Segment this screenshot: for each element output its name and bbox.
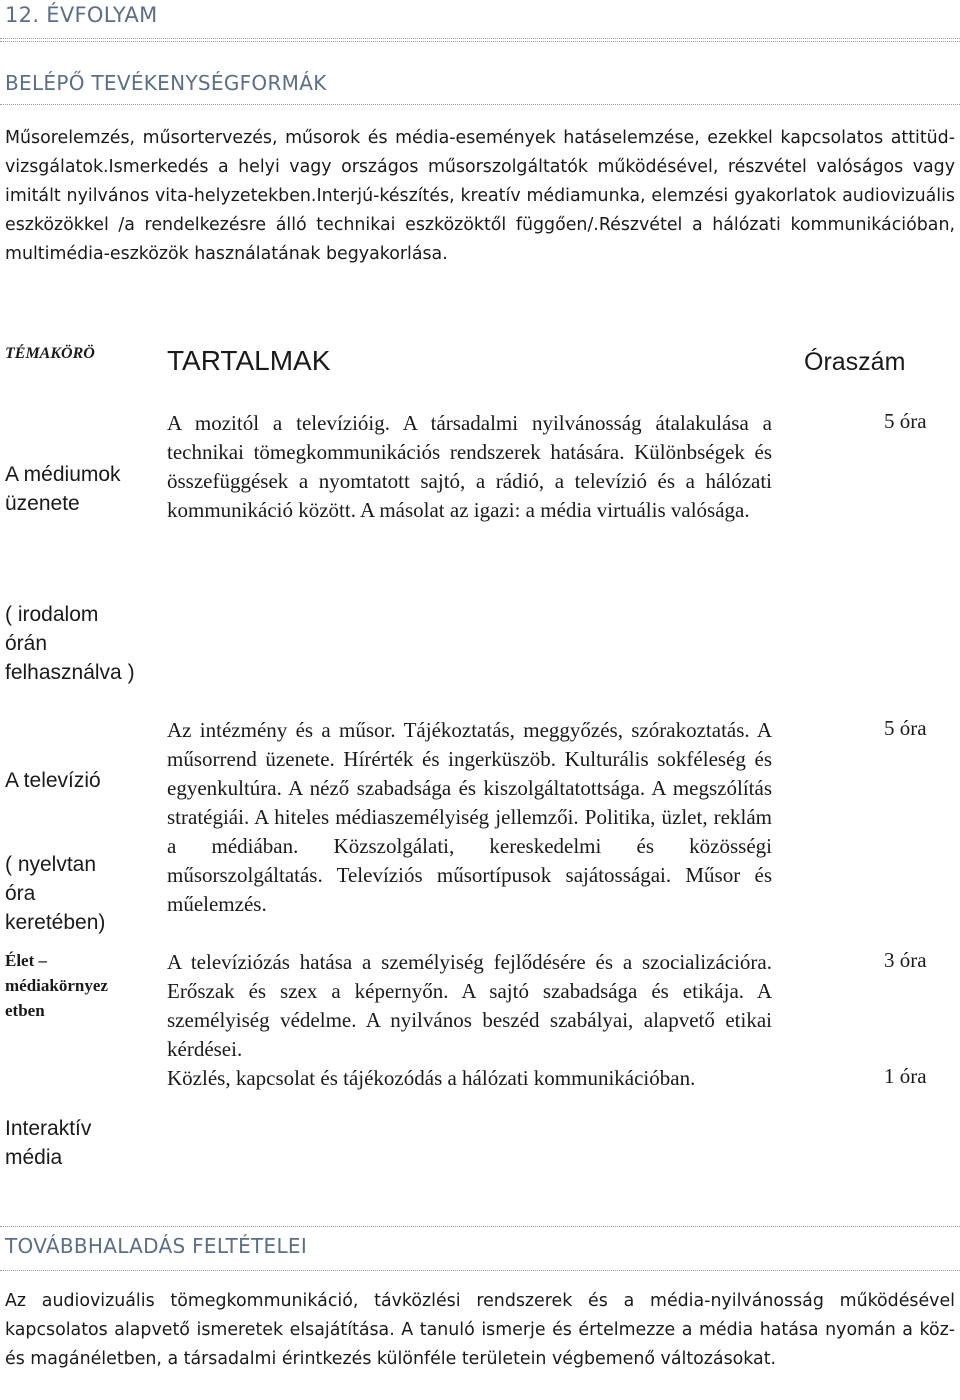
- table-row-hours: 5 óra: [884, 716, 927, 740]
- grade-title: 12. ÉVFOLYAM: [5, 3, 158, 27]
- section-heading-entry: BELÉPŐ TEVÉKENYSÉGFORMÁK: [5, 71, 327, 95]
- note-literature: ( irodalom órán felhasználva ): [5, 603, 135, 684]
- intro-text: Műsorelemzés, műsortervezés, műsorok és média-események hatáselemzése, ezekkel kapcsolatos attitüd-vizsgálatok.Ismerkedés a helyi vagy országos műsorszolgáltatók működésével, részvétel valóságos vagy imitált nyilvános vita-helyzetekben.Interjú-készítés, kreatív médiamunka, elemzési gyakorlatok audiovizuális eszközökkel /a rendelkezésre álló technikai eszközöktől függően/.Részvétel a hálózati kommunikációban, multimédia-eszközök használatának begyakorlása.: [5, 128, 955, 264]
- topic-media-message: A médiumok üzenete: [5, 463, 121, 515]
- divider: [0, 1226, 960, 1227]
- divider: [0, 38, 960, 39]
- table-row-content: A mozitól a televízióig. A társadalmi nyilvánosság átalakulása a technikai tömegkommunikációs rendszerek hatására. Különbségek és összefüggések a nyomtatott sajtó, a rádió, a televízió és a hálózati kommunikáció között. A másolat az igazi: a média virtuális valósága.: [167, 411, 772, 522]
- column-header-contents: TARTALMAK: [167, 345, 331, 376]
- column-header-topics: TÉMAKÖRÖ: [5, 345, 95, 362]
- intro-paragraph: [5, 124, 955, 269]
- table-row-content: Az intézmény és a műsor. Tájékoztatás, meggyőzés, szórakoztatás. A műsorrend üzenete. Hírérték és ingerküszöb. Kulturális sokféleség és egyenkultúra. A néző szabadsága és kiszolgáltatottsága. A megszólítás stratégiái. A hiteles médiaszemélyiség jellemzői. Politika, üzlet, reklám a médiában. Közszolgálati, kereskedelmi és közösségi műsorszolgáltatás. Televíziós műsortípusok sajátosságai. Műsor és műelemzés.: [167, 718, 772, 916]
- column-header-hours: Óraszám: [804, 348, 906, 376]
- note-grammar: ( nyelvtan óra keretében): [5, 853, 106, 934]
- outro-paragraph: [5, 1287, 955, 1374]
- table-row-content: Közlés, kapcsolat és tájékozódás a hálózati kommunikációban.: [167, 1066, 696, 1090]
- divider: [0, 1270, 960, 1271]
- table-row-hours: 1 óra: [884, 1064, 927, 1088]
- divider: [0, 104, 960, 105]
- section-heading-progress: TOVÁBBHALADÁS FELTÉTELEI: [5, 1234, 308, 1258]
- divider: [0, 41, 960, 42]
- outro-text: Az audiovizuális tömegkommunikáció, távközlési rendszerek és a média-nyilvánosság működésével kapcsolatos alapvető ismeretek elsajátítása. A tanuló ismerje és értelmezze a média hatása nyomán a köz- és magánéletben, a társadalmi érintkezés különféle területein végbemenő változásokat.: [5, 1291, 955, 1369]
- table-row-hours: 3 óra: [884, 948, 927, 972]
- topic-television: A televízió: [5, 769, 101, 792]
- table-row-hours: 5 óra: [884, 409, 927, 433]
- topic-interactive-media: Interaktív média: [5, 1117, 92, 1169]
- table-row-content: A televíziózás hatása a személyiség fejlődésére és a szocializációra. Erőszak és szex a képernyőn. A sajtó szabadsága és etikája. A személyiség védelme. A nyilvános beszéd szabályai, alapvető etikai kérdései.: [167, 950, 772, 1061]
- topic-life-media-environment: Élet – médiakörnyez etben: [5, 951, 108, 1020]
